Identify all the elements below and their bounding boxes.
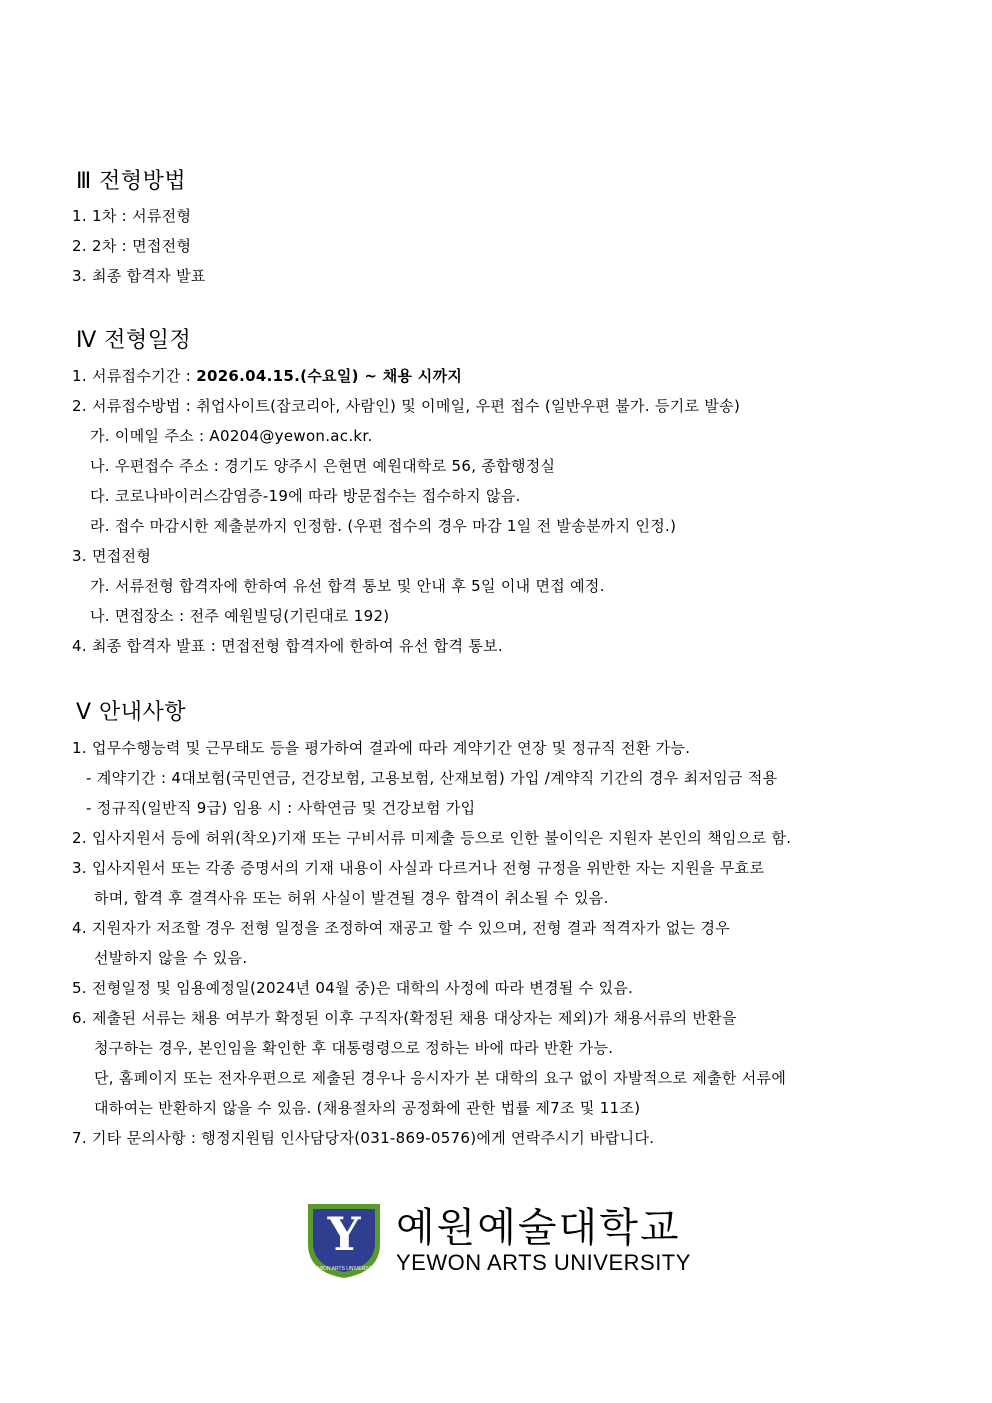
section-5-line: - 정규직(일반직 9급) 임용 시 : 사학연금 및 건강보험 가입 [86, 799, 476, 817]
section-5-line: 하며, 합격 후 결격사유 또는 허위 사실이 발견될 경우 합격이 취소될 수 있음. [94, 889, 609, 907]
section-4-line: 2. 서류접수방법 : 취업사이트(잡코리아, 사람인) 및 이메일, 우편 접수 (일반우편 불가. 등기로 발송) [72, 397, 741, 415]
section-5-line: 단, 홈페이지 또는 전자우편으로 제출된 경우나 응시자가 본 대학의 요구 없이 자발적으로 제출한 서류에 [94, 1069, 787, 1087]
section-3-item: 1. 1차 : 서류전형 [72, 207, 192, 225]
application-period-value: 2026.04.15.(수요일) ~ 채용 시까지 [196, 367, 463, 385]
section-5-line: 2. 입사지원서 등에 허위(착오)기재 또는 구비서류 미제출 등으로 인한 불이익은 지원자 본인의 책임으로 함. [72, 829, 792, 847]
section-4-line: 4. 최종 합격자 발표 : 면접전형 합격자에 한하여 유선 합격 통보. [72, 637, 503, 655]
section-4-line: 다. 코로나바이러스감염증-19에 따라 방문접수는 접수하지 않음. [90, 487, 521, 505]
section-5-line: 4. 지원자가 저조할 경우 전형 일정을 조정하여 재공고 할 수 있으며, 전형 결과 적격자가 없는 경우 [72, 919, 731, 937]
emblem-letter: Y [327, 1207, 361, 1261]
section-4-line: 나. 우편접수 주소 : 경기도 양주시 은현면 예원대학로 56, 종합행정실 [90, 457, 556, 475]
university-name-korean: 예원예술대학교 [396, 1205, 681, 1251]
section-4-title: Ⅳ 전형일정 [76, 328, 192, 353]
section-5-line: 5. 전형일정 및 임용예정일(2024년 04월 중)은 대학의 사정에 따라 변경될 수 있음. [72, 979, 634, 997]
section-5-line: 1. 업무수행능력 및 근무태도 등을 평가하여 결과에 따라 계약기간 연장 및 정규직 전환 가능. [72, 739, 691, 757]
section-5-line: 6. 제출된 서류는 채용 여부가 확정된 이후 구직자(확정된 채용 대상자는 제외)가 채용서류의 반환을 [72, 1009, 737, 1027]
section-4-line: 가. 이메일 주소 : A0204@yewon.ac.kr. [90, 427, 373, 445]
section-5-line: 대하여는 반환하지 않을 수 있음. (채용절차의 공정화에 관한 법률 제7조 및 11조) [94, 1099, 641, 1117]
section-4-item-1 [72, 365, 462, 386]
emblem-text: YEWON ARTS UNIVERSITY [311, 1266, 377, 1272]
section-3-item: 3. 최종 합격자 발표 [72, 267, 206, 285]
section-5-line: - 계약기간 : 4대보험(국민연금, 건강보험, 고용보험, 산재보험) 가입 /계약직 기간의 경우 최저임금 적용 [86, 769, 778, 787]
section-4-line: 가. 서류전형 합격자에 한하여 유선 합격 통보 및 안내 후 5일 이내 면접 예정. [90, 577, 605, 595]
section-3-title: Ⅲ 전형방법 [76, 169, 187, 194]
application-period-label: 1. 서류접수기간 : [72, 367, 197, 385]
section-4-line: 3. 면접전형 [72, 547, 152, 565]
section-4-line: 라. 접수 마감시한 제출분까지 인정함. (우편 접수의 경우 마감 1일 전 발송분까지 인정.) [90, 517, 677, 535]
section-5-line: 청구하는 경우, 본인임을 확인한 후 대통령령으로 정하는 바에 따라 반환 가능. [94, 1039, 614, 1057]
university-name-english: YEWON ARTS UNIVERSITY [396, 1250, 691, 1275]
university-emblem-icon [304, 1200, 384, 1280]
section-5-title: Ⅴ 안내사항 [76, 700, 187, 725]
section-5-line: 7. 기타 문의사항 : 행정지원팀 인사담당자(031-869-0576)에게 연락주시기 바랍니다. [72, 1129, 655, 1147]
section-4-line: 나. 면접장소 : 전주 예원빌딩(기린대로 192) [90, 607, 390, 625]
section-5-line: 3. 입사지원서 또는 각종 증명서의 기재 내용이 사실과 다르거나 전형 규정을 위반한 자는 지원을 무효로 [72, 859, 765, 877]
section-5-line: 선발하지 않을 수 있음. [94, 949, 248, 967]
section-3-item: 2. 2차 : 면접전형 [72, 237, 192, 255]
